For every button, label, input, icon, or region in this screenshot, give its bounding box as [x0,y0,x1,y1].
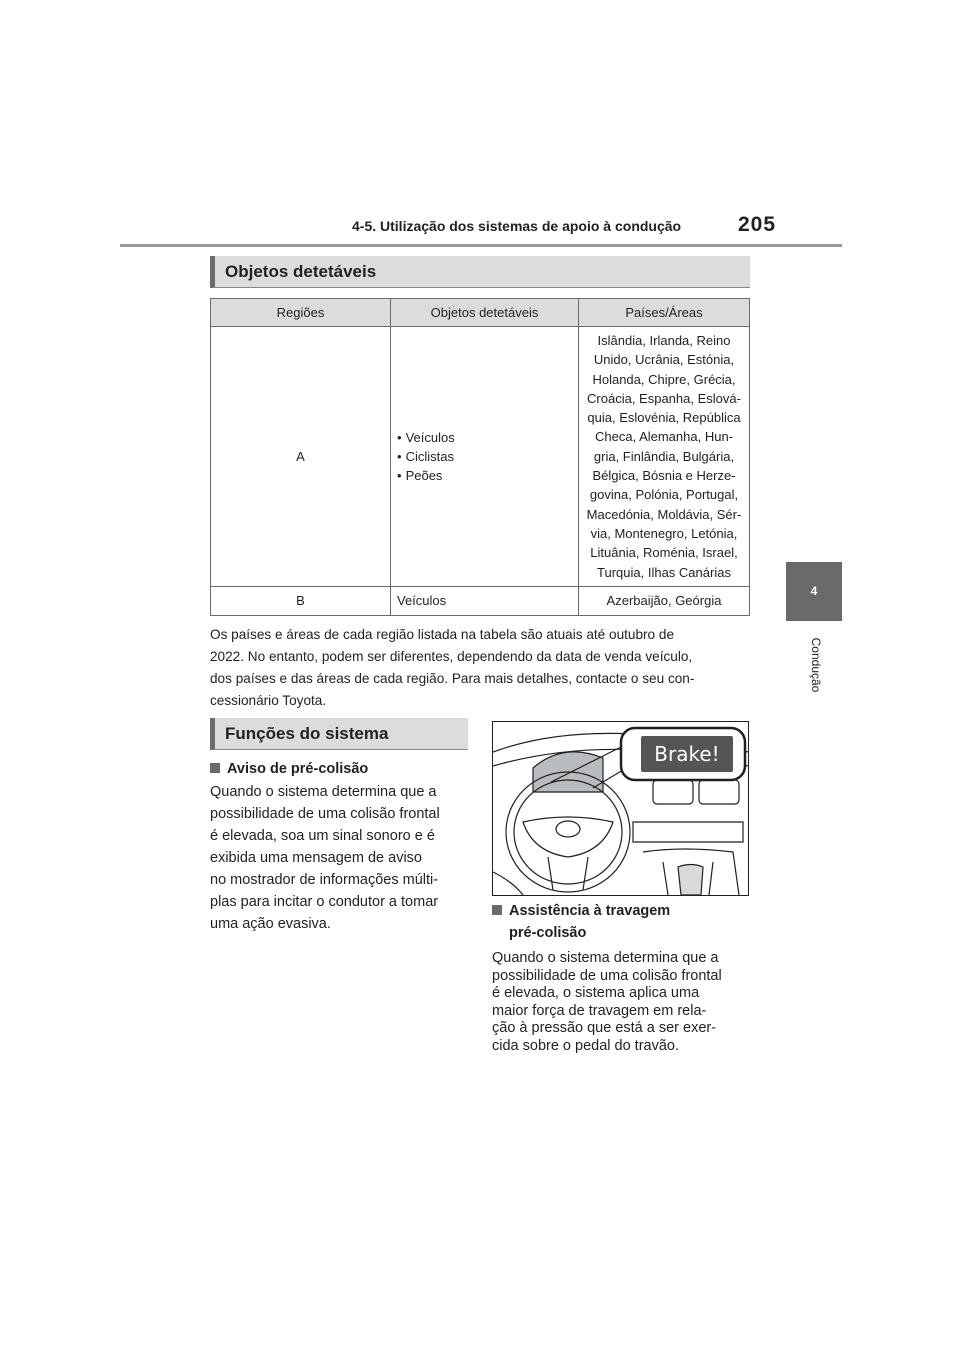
square-bullet-icon [210,763,220,773]
section-heading-system-functions: Funções do sistema [210,718,468,750]
objects-cell [391,327,579,587]
region-cell: A [211,327,391,587]
subheading-text: Aviso de pré-colisão [227,761,369,777]
objects-cell: Veículos [391,586,579,615]
paragraph-line: Quando o sistema determina que a [492,950,719,966]
countries-line: Croácia, Espanha, Eslová- [587,390,741,406]
paragraph-line: maior força de travagem em rela- [492,1002,707,1019]
paragraph-line: uma ação evasiva. [210,916,331,932]
countries-cell [579,327,750,587]
countries-line: Unido, Ucrânia, Estónia, [593,352,735,368]
list-item: • Veículos [397,428,577,447]
column-header: Países/Áreas [579,299,750,327]
countries-line: via, Montenegro, Letónia, [590,525,738,541]
list-item: • Peões [397,466,577,485]
table-row [211,586,750,615]
countries-cell: Azerbaijão, Geórgia [579,586,750,615]
countries-line: Holanda, Chipre, Grécia, [592,371,736,387]
table-row [211,327,750,587]
header-divider [120,244,842,247]
subheading-line: pré-colisão [509,925,587,941]
column-header: Objetos detetáveis [391,299,579,327]
dashboard-illustration [492,721,749,896]
paragraph-line: é elevada, o sistema aplica uma [492,985,700,1001]
pre-collision-warning-text [210,781,472,935]
paragraph-line: Os países e áreas de cada região listada na tabela são atuais até outubro de [210,627,675,642]
paragraph-line: exibida uma mensagem de aviso [210,850,422,866]
countries-line: govina, Polónia, Portugal, [589,487,739,503]
paragraph-line: Quando o sistema determina que a [210,784,437,800]
column-header: Regiões [211,299,391,327]
paragraph-line: no mostrador de informações múlti- [210,872,439,888]
table-header-row [211,299,750,327]
paragraph-line: dos países e das áreas de cada região. Para mais detalhes, contacte o seu con- [210,671,695,686]
countries-line: Bélgica, Bósnia e Herze- [592,468,736,484]
square-bullet-icon [492,905,502,915]
chapter-label [806,628,826,708]
paragraph-line: ção à pressão que está a ser exer- [492,1020,717,1036]
paragraph-line: plas para incitar o condutor a tomar [210,894,439,910]
section-heading-detectable-objects: Objetos detetáveis [210,256,750,288]
objects-list [397,428,577,485]
paragraph-line: possibilidade de uma colisão frontal [492,967,722,984]
countries-line: quia, Eslovénia, República [587,410,741,426]
subheading-pre-collision-warning [210,758,468,780]
chapter-tab: 4 [786,562,842,621]
detectable-objects-table [210,298,750,616]
countries-line: Islândia, Irlanda, Reino [597,333,731,348]
subheading-pre-collision-brake-assist [492,900,750,944]
countries-line: Lituânia, Roménia, Israel, [590,545,738,561]
paragraph-line: é elevada, soa um sinal sonoro e é [210,828,435,844]
page-number: 205 [738,213,777,236]
brake-warning-message: Brake! [654,742,720,766]
region-cell: B [211,586,391,615]
section-breadcrumb: 4-5. Utilização dos sistemas de apoio à condução [352,218,682,234]
countries-line: Checa, Alemanha, Hun- [594,429,734,445]
subheading-text: Assistência à travagem [509,903,671,919]
brake-assist-text [492,950,750,1055]
chapter-label-text: Condução [809,637,823,693]
paragraph-line: 2022. No entanto, podem ser diferentes, dependendo da data de venda veículo, [210,649,693,664]
countries-line: Macedónia, Moldávia, Sér- [586,506,742,522]
list-item: • Ciclistas [397,447,577,466]
paragraph-line: cida sobre o pedal do travão. [492,1037,680,1054]
paragraph-line: cessionário Toyota. [210,693,327,708]
subheading-line [492,900,750,922]
region-note-paragraph [210,624,750,712]
paragraph-line: possibilidade de uma colisão frontal [210,806,440,822]
countries-line: gria, Finlândia, Bulgária, [593,448,735,464]
countries-line: Turquia, Ilhas Canárias [597,564,731,580]
